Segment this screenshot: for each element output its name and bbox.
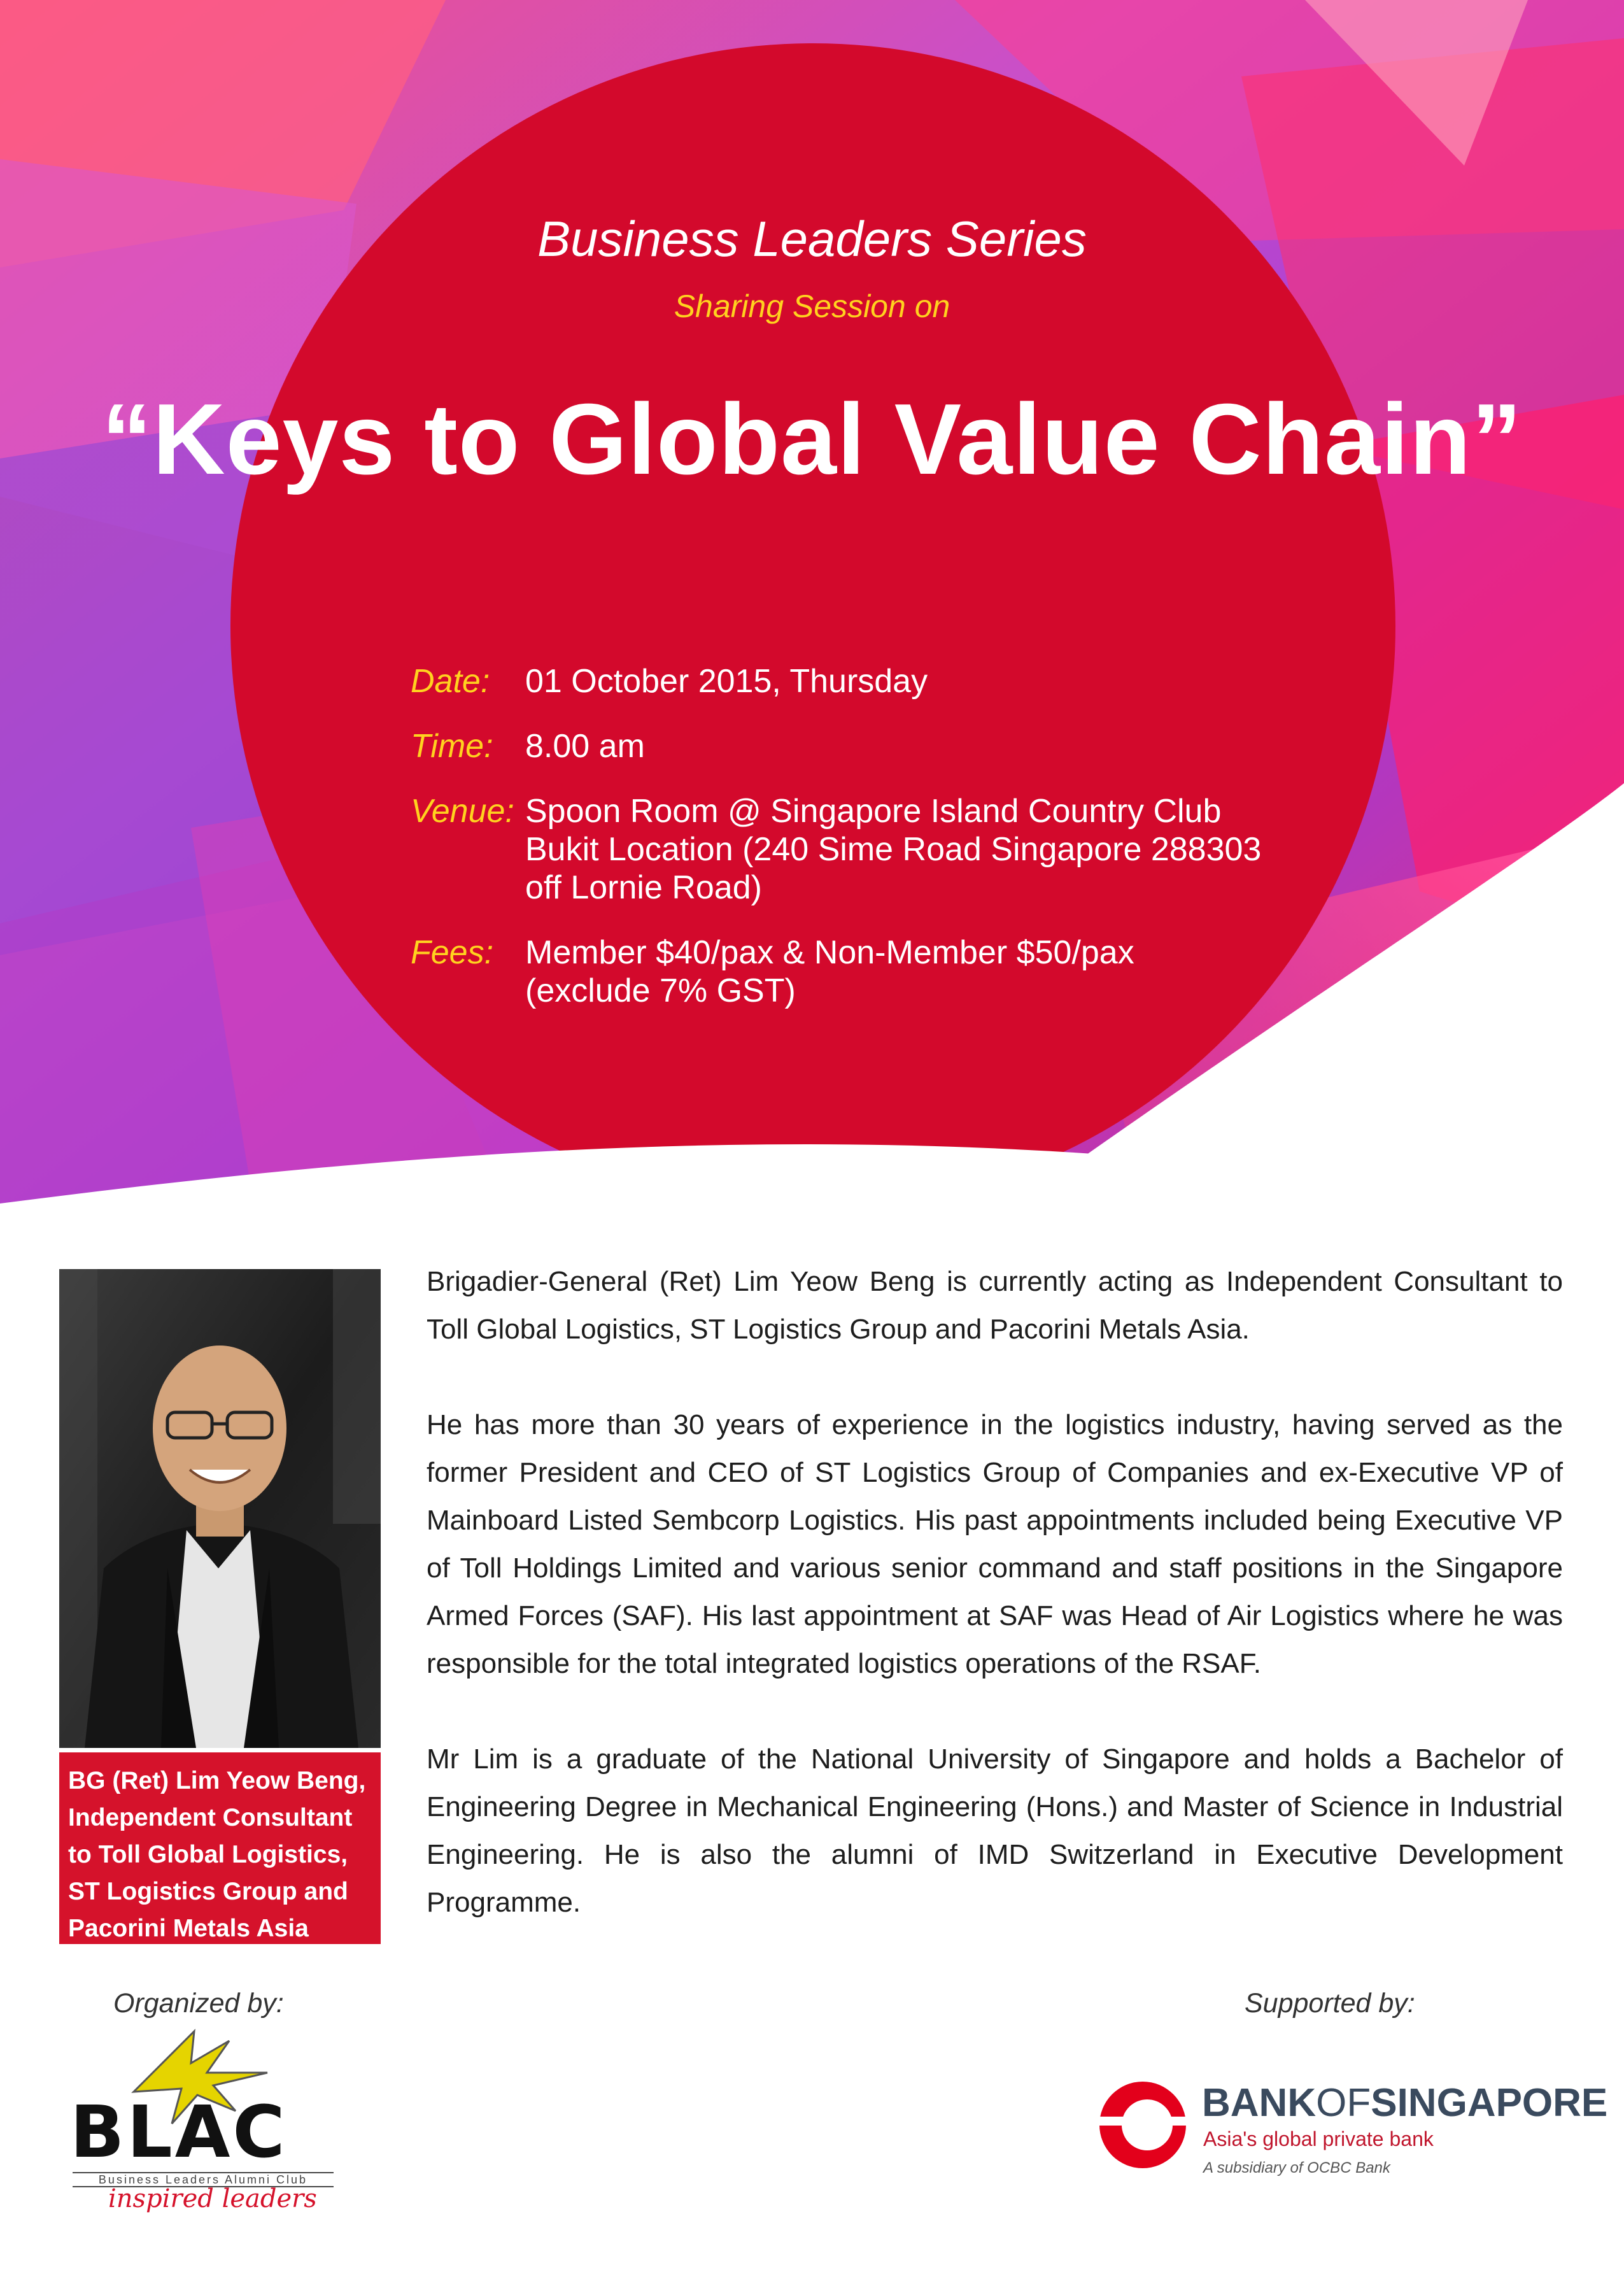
speaker-bio <box>427 1258 1563 1974</box>
date-value: 01 October 2015, Thursday <box>525 663 928 700</box>
bank-of-singapore-logo <box>1095 2070 1608 2197</box>
venue-row <box>411 792 1334 907</box>
caption-line: BG (Ret) Lim Yeow Beng, <box>68 1767 366 1794</box>
caption-line: Pacorini Metals Asia <box>68 1915 309 1942</box>
bio-paragraph: He has more than 30 years of experience in the logistics industry, having served as the former President and CEO of ST Logistics Group of Companies and ex-Executive VP of Mainboard Listed Sembcorp Logistics. His past appointments included being Executive VP of Toll Holdings Limited and various senior command and staff positions in the Singapore Armed Forces (SAF). His last appointment at SAF was Head of Air Logistics where he was responsible for the total integrated logistics operations of the RSAF. <box>427 1409 1563 1679</box>
date-row <box>411 662 1334 700</box>
supported-by-label: Supported by: <box>1245 1988 1415 2019</box>
speaker-caption <box>59 1752 381 1944</box>
event-details <box>411 662 1334 1037</box>
speaker-portrait <box>59 1269 381 1748</box>
speaker-photo <box>59 1269 381 1748</box>
caption-line: ST Logistics Group and <box>68 1878 348 1905</box>
venue-value <box>525 792 1261 907</box>
caption-line: Independent Consultant <box>68 1804 353 1831</box>
event-title: “Keys to Global Value Chain” <box>101 383 1523 495</box>
fees-line: (exclude 7% GST) <box>525 972 796 1009</box>
sharing-subtitle: Sharing Session on <box>674 288 950 324</box>
bio-paragraph: Brigadier-General (Ret) Lim Yeow Beng is currently acting as Independent Consultant to Toll Global Logistics, ST Logistics Group and Pacorini Metals Asia. <box>427 1266 1563 1345</box>
bank-tagline: Asia's global private bank <box>1203 2127 1434 2150</box>
blac-logo <box>64 2022 344 2213</box>
time-row <box>411 727 1334 765</box>
fees-line: Member $40/pax & Non-Member $50/pax <box>525 934 1134 971</box>
fees-label: Fees: <box>411 934 494 971</box>
bio-paragraph: Mr Lim is a graduate of the National University of Singapore and holds a Bachelor of Engineering Degree in Mechanical Engineering (Hons.) and Master of Science in Industrial Engineering. He is also the alumni of IMD Switzerland in Executive Development Programme. <box>427 1743 1563 1918</box>
blac-full-name: Business Leaders Alumni Club <box>73 2172 334 2187</box>
bank-name-part: OF <box>1316 2081 1371 2125</box>
bank-emblem-icon <box>1095 2077 1190 2173</box>
fees-value <box>525 934 1134 1010</box>
bank-subsidiary: A subsidiary of OCBC Bank <box>1203 2159 1390 2176</box>
bank-name-part: BANK <box>1202 2081 1317 2125</box>
blac-wordmark: BLAC <box>70 2091 288 2174</box>
series-title: Business Leaders Series <box>537 211 1087 267</box>
caption-line: to Toll Global Logistics, <box>68 1841 348 1868</box>
organized-by-label: Organized by: <box>113 1988 284 2019</box>
bank-name-part: SINGAPORE <box>1371 2081 1608 2125</box>
venue-line: off Lornie Road) <box>525 869 762 906</box>
date-label: Date: <box>411 663 490 700</box>
fees-row <box>411 934 1334 1010</box>
venue-line: Bukit Location (240 Sime Road Singapore 288303 <box>525 831 1262 868</box>
bank-name <box>1202 2082 1607 2124</box>
time-label: Time: <box>411 728 493 765</box>
time-value: 8.00 am <box>525 728 645 765</box>
venue-label: Venue: <box>411 793 514 830</box>
venue-line: Spoon Room @ Singapore Island Country Club <box>525 793 1222 830</box>
blac-tagline: inspired leaders <box>108 2184 317 2213</box>
